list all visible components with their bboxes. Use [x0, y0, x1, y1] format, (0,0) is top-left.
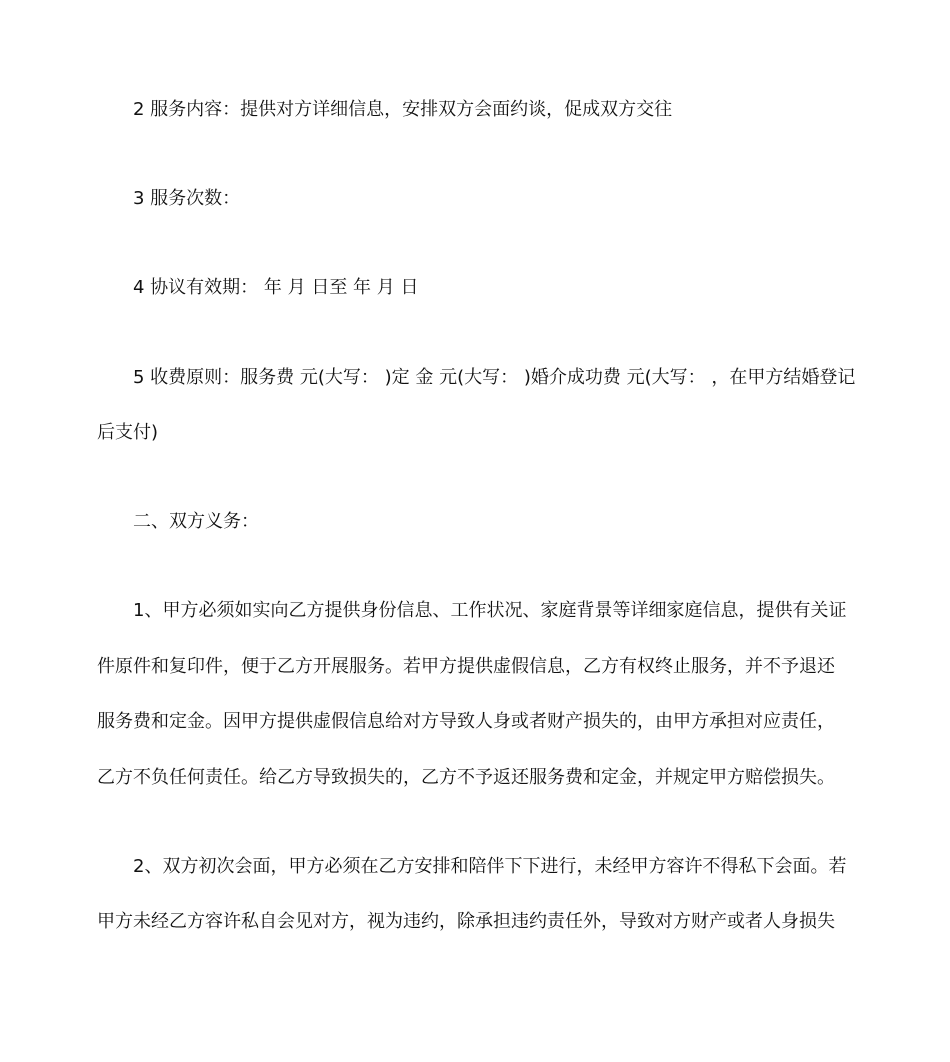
obligation-1-line-2: 件原件和复印件，便于乙方开展服务。若甲方提供虚假信息，乙方有权终止服务，并不予退还: [97, 656, 835, 677]
service-content-line: 2 服务内容：提供对方详细信息，安排双方会面约谈，促成双方交往: [133, 99, 673, 120]
fee-principle-line-1: 5 收费原则：服务费 元(大写： )定 金 元(大写： )婚介成功费 元(大写： ，在甲方结婚登记: [133, 367, 856, 388]
obligation-1-line-4: 乙方不负任何责任。给乙方导致损失的，乙方不予返还服务费和定金，并规定甲方赔偿损失。: [97, 767, 835, 788]
obligation-2-line-2: 甲方未经乙方容许私自会见对方，视为违约，除承担违约责任外，导致对方财产或者人身损失: [97, 911, 835, 932]
fee-principle-line-2: 后支付): [97, 422, 159, 443]
obligation-2-line-1: 2、双方初次会面，甲方必须在乙方安排和陪伴下下进行，未经甲方容许不得私下会面。若: [133, 856, 847, 877]
obligation-1-line-3: 服务费和定金。因甲方提供虚假信息给对方导致人身或者财产损失的，由甲方承担对应责任，: [97, 711, 835, 732]
obligation-1-line-1: 1、甲方必须如实向乙方提供身份信息、工作状况、家庭背景等详细家庭信息，提供有关证: [133, 600, 847, 621]
validity-period-line: 4 协议有效期： 年 月 日至 年 月 日: [133, 277, 419, 298]
service-count-line: 3 服务次数：: [133, 188, 241, 209]
section-heading-obligations: 二、双方义务：: [133, 511, 259, 532]
